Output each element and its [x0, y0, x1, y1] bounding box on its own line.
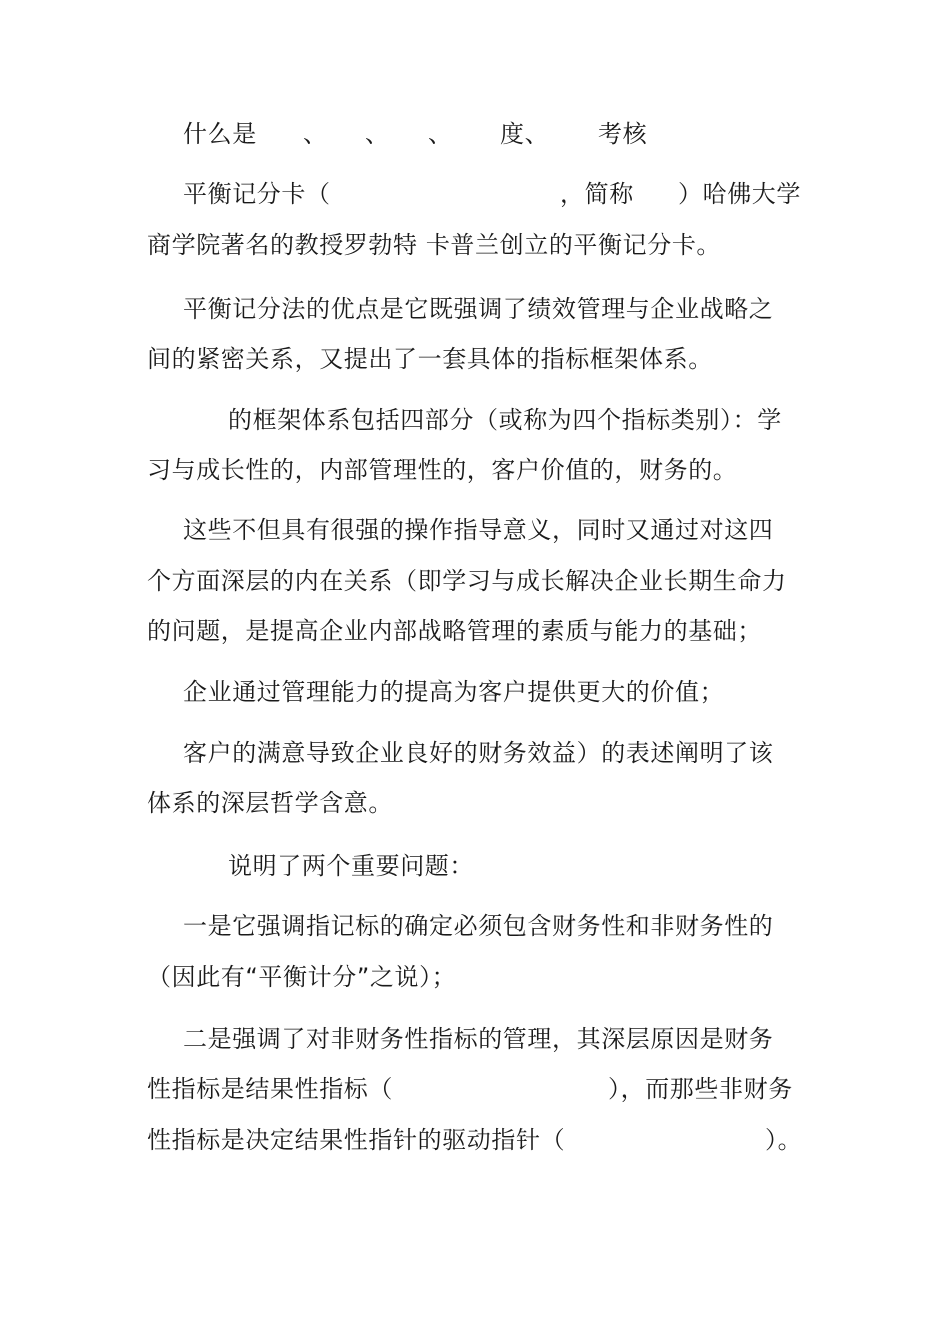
paragraph-4-line-1: 这些不但具有很强的操作指导意义，同时又通过对这四	[183, 516, 774, 544]
paragraph-1-line-1	[0, 179, 950, 209]
p9-line3-part-a: 性指标是决定结果性指针的驱动指针（	[147, 1126, 566, 1154]
paragraph-8-line-2: （因此有“平衡计分”之说）；	[147, 963, 457, 991]
p1-line1-part-b: ，简称	[560, 180, 634, 208]
p1-line1-part-a: 平衡记分卡（	[183, 180, 331, 208]
paragraph-6-line-2: 体系的深层哲学含意。	[147, 789, 393, 817]
paragraph-8-line-1: 一是它强调指记标的确定必须包含财务性和非财务性的	[183, 912, 774, 940]
paragraph-4-line-3: 的问题，是提高企业内部战略管理的素质与能力的基础；	[147, 617, 762, 645]
document-title	[0, 119, 950, 149]
paragraph-9-line-3	[0, 1125, 950, 1155]
p9-line2-part-a: 性指标是结果性指标（	[147, 1075, 393, 1103]
paragraph-1-line-2: 商学院著名的教授罗勃特 卡普兰创立的平衡记分卡。	[147, 231, 722, 259]
paragraph-9-line-1: 二是强调了对非财务性指标的管理，其深层原因是财务	[183, 1025, 774, 1053]
paragraph-5-line-1: 企业通过管理能力的提高为客户提供更大的价值；	[183, 678, 725, 706]
title-separator-1: 、	[303, 120, 328, 148]
paragraph-2-line-1: 平衡记分法的优点是它既强调了绩效管理与企业战略之	[183, 295, 774, 323]
paragraph-6-line-1: 客户的满意导致企业良好的财务效益）的表述阐明了该	[183, 739, 774, 767]
paragraph-3-line-2: 习与成长性的，内部管理性的，客户价值的，财务的。	[147, 456, 738, 484]
p9-line2-part-b: ），而那些非财务	[608, 1075, 793, 1103]
p1-line1-part-c: ）哈佛大学	[678, 180, 801, 208]
title-text-2: 度、	[500, 120, 550, 148]
title-text-3: 考核	[598, 120, 648, 148]
paragraph-2-line-2: 间的紧密关系，又提出了一套具体的指标框架体系。	[147, 345, 713, 373]
p9-line3-part-b: ）。	[765, 1126, 803, 1154]
title-text-1: 什么是	[183, 120, 257, 148]
paragraph-4-line-2: 个方面深层的内在关系（即学习与成长解决企业长期生命力	[147, 567, 787, 595]
title-separator-3: 、	[428, 120, 453, 148]
paragraph-9-line-2	[0, 1074, 950, 1104]
title-separator-2: 、	[365, 120, 390, 148]
paragraph-3-line-1: 的框架体系包括四部分（或称为四个指标类别）：学	[228, 406, 782, 434]
paragraph-7-line-1: 说明了两个重要问题：	[228, 852, 474, 880]
